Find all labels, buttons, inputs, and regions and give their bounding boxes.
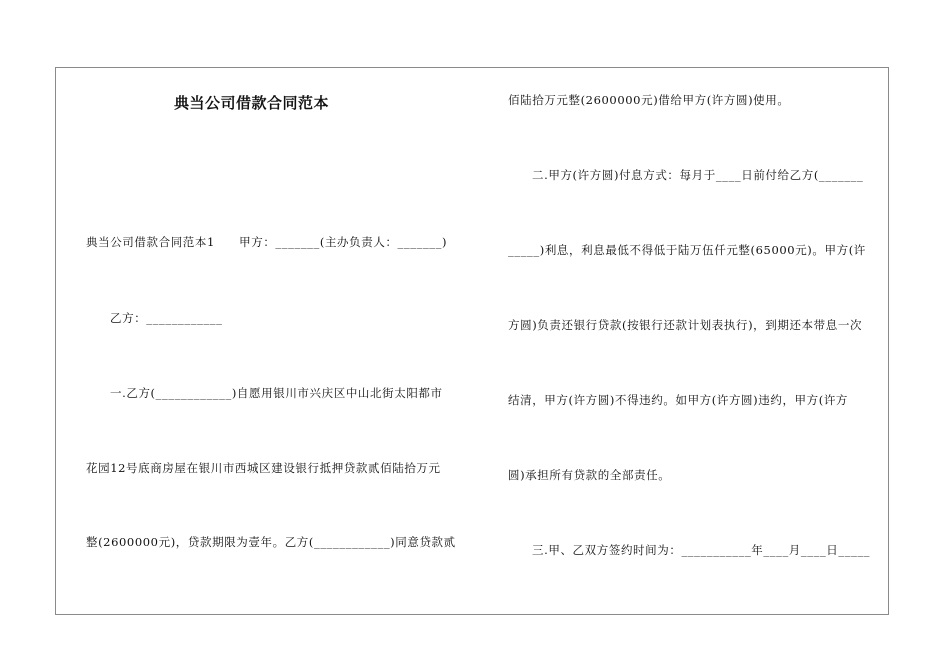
right-line-3: _____)利息，利息最低不得低于陆万伍仟元整(65000元)。甲方(许 (508, 243, 866, 257)
document-title: 典当公司借款合同范本 (174, 94, 330, 112)
left-line-4: 花园12号底商房屋在银川市西城区建设银行抵押贷款贰佰陆拾万元 (86, 461, 441, 475)
right-line-5: 结清，甲方(许方圆)不得违约。如甲方(许方圆)违约，甲方(许方 (508, 393, 849, 407)
left-line-5: 整(2600000元)，贷款期限为壹年。乙方(____________)同意贷款贰 (86, 535, 456, 549)
left-line-2: 乙方：____________ (110, 311, 223, 325)
right-line-4: 方圆)负责还银行贷款(按银行还款计划表执行)，到期还本带息一次 (508, 318, 863, 332)
document-page (55, 67, 889, 615)
left-line-3: 一.乙方(____________)自愿用银川市兴庆区中山北街太阳都市 (110, 386, 443, 400)
right-line-1: 佰陆拾万元整(2600000元)借给甲方(许方圆)使用。 (508, 93, 790, 107)
left-line-1: 典当公司借款合同范本1 甲方：_______(主办负责人：_______) (86, 235, 448, 249)
right-line-6: 圆)承担所有贷款的全部责任。 (508, 468, 671, 482)
right-line-7: 三.甲、乙双方签约时间为：___________年____月____日_____ (532, 543, 871, 557)
right-line-2: 二.甲方(许方圆)付息方式：每月于____日前付给乙方(_______ (532, 168, 864, 182)
